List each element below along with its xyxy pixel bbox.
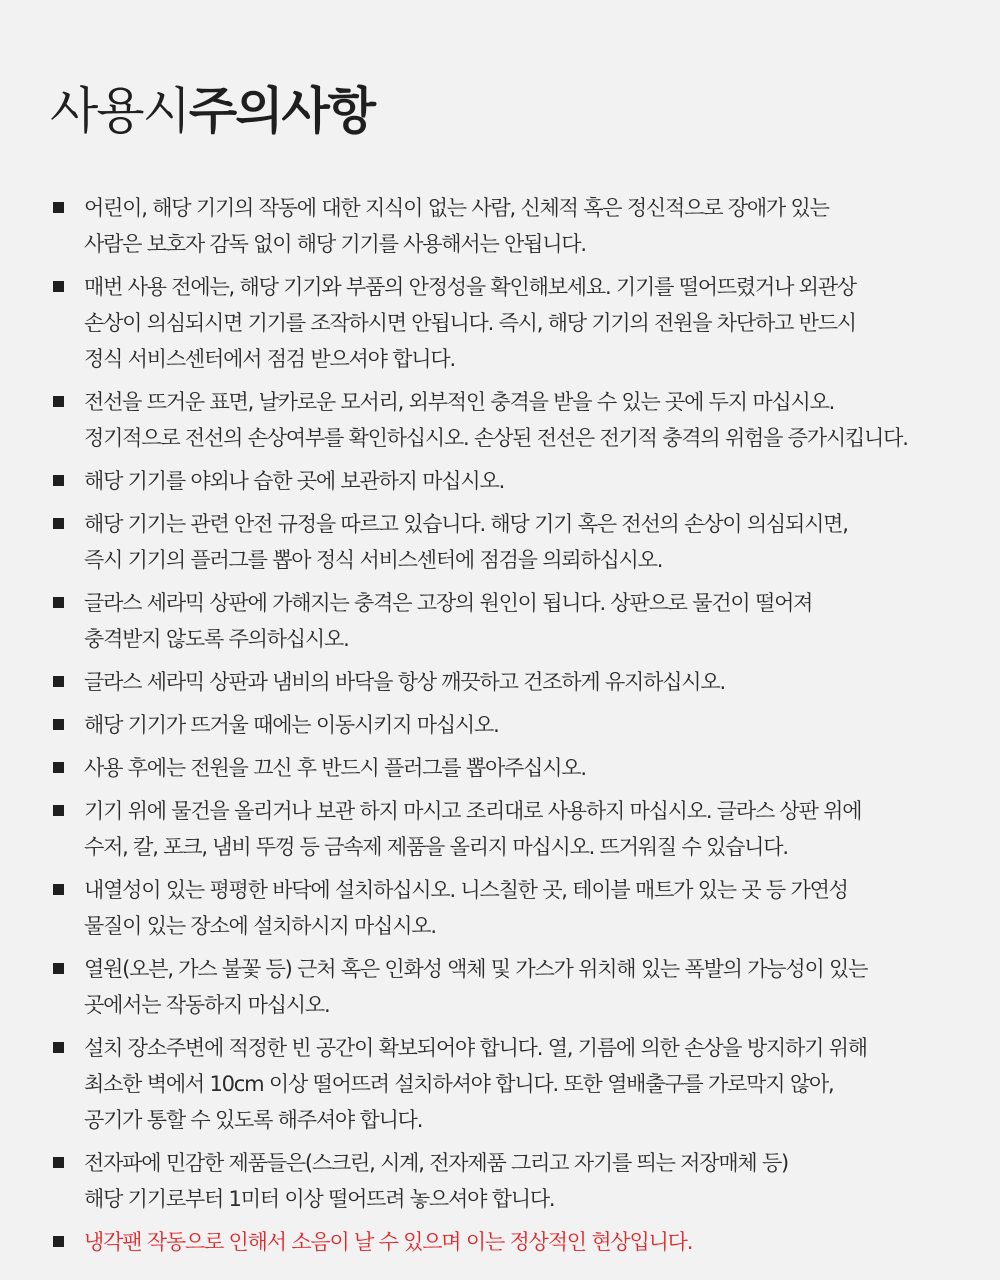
caution-text-line: 어린이, 해당 기기의 작동에 대한 지식이 없는 사람, 신체적 혹은 정신적으로 장애가 있는 [84,196,829,220]
caution-item [0,190,1000,262]
caution-item [0,872,1000,944]
caution-item [0,585,1000,657]
caution-text-line: 전선을 뜨거운 표면, 날카로운 모서리, 외부적인 충격을 받을 수 있는 곳에 두지 마십시오. [84,390,835,414]
square-bullet-icon [53,475,64,486]
caution-text-line: 곳에서는 작동하지 마십시오. [84,993,330,1017]
square-bullet-icon [53,676,64,687]
caution-text-line: 해당 기기로부터 1미터 이상 떨어뜨려 놓으셔야 합니다. [84,1187,555,1211]
caution-text-line: 설치 장소주변에 적정한 빈 공간이 확보되어야 합니다. 열, 기름에 의한 손상을 방지하기 위해 [84,1036,867,1060]
caution-text-line: 최소한 벽에서 10cm 이상 떨어뜨려 설치하셔야 합니다. 또한 열배출구를 가로막지 않아, [84,1072,834,1096]
caution-text-line: 열원(오븐, 가스 불꽃 등) 근처 혹은 인화성 액체 및 가스가 위치해 있는 폭발의 가능성이 있는 [84,957,868,981]
square-bullet-icon [53,281,64,292]
caution-text-line: 정기적으로 전선의 손상여부를 확인하십시오. 손상된 전선은 전기적 충격의 위험을 증가시킵니다. [84,426,908,450]
square-bullet-icon [53,1236,64,1247]
caution-item [0,793,1000,865]
caution-text-line: 매번 사용 전에는, 해당 기기와 부품의 안정성을 확인해보세요. 기기를 떨어뜨렸거나 외관상 [84,275,856,299]
caution-item [0,750,1000,786]
caution-item [0,951,1000,1023]
caution-text-line: 수저, 칼, 포크, 냄비 뚜껑 등 금속제 제품을 올리지 마십시오. 뜨거워질 수 있습니다. [84,835,788,859]
square-bullet-icon [53,518,64,529]
caution-text-line: 충격받지 않도록 주의하십시오. [84,627,349,651]
title-light-part: 사용시 [50,82,189,140]
square-bullet-icon [53,963,64,974]
square-bullet-icon [53,396,64,407]
page-title [50,78,1000,144]
square-bullet-icon [53,1157,64,1168]
caution-text-line: 기기 위에 물건을 올리거나 보관 하지 마시고 조리대로 사용하지 마십시오. 글라스 상판 위에 [84,799,862,823]
square-bullet-icon [53,597,64,608]
caution-text-line: 글라스 세라믹 상판과 냄비의 바닥을 항상 깨끗하고 건조하게 유지하십시오. [84,670,725,694]
caution-text-line: 사람은 보호자 감독 없이 해당 기기를 사용해서는 안됩니다. [84,232,586,256]
caution-text-line: 정식 서비스센터에서 점검 받으셔야 합니다. [84,347,455,371]
caution-text-line: 즉시 기기의 플러그를 뽑아 정식 서비스센터에 점검을 의뢰하십시오. [84,548,663,572]
caution-list [0,190,1000,1260]
caution-text-line: 물질이 있는 장소에 설치하시지 마십시오. [84,914,436,938]
caution-item [0,1145,1000,1217]
square-bullet-icon [53,1042,64,1053]
square-bullet-icon [53,202,64,213]
caution-text-line: 사용 후에는 전원을 끄신 후 반드시 플러그를 뽑아주십시오. [84,756,586,780]
square-bullet-icon [53,719,64,730]
caution-text-line: 글라스 세라믹 상판에 가해지는 충격은 고장의 원인이 됩니다. 상판으로 물건이 떨어져 [84,591,813,615]
caution-item-warning [0,1224,1000,1260]
title-bold-part: 주의사항 [188,82,375,140]
caution-item [0,463,1000,499]
caution-item [0,384,1000,456]
caution-item [0,707,1000,743]
square-bullet-icon [53,762,64,773]
caution-text-line: 공기가 통할 수 있도록 해주셔야 합니다. [84,1108,423,1132]
caution-text-line: 해당 기기는 관련 안전 규정을 따르고 있습니다. 해당 기기 혹은 전선의 손상이 의심되시면, [84,512,848,536]
caution-text-line: 해당 기기가 뜨거울 때에는 이동시키지 마십시오. [84,713,499,737]
caution-item [0,506,1000,578]
caution-text-line: 냉각팬 작동으로 인해서 소음이 날 수 있으며 이는 정상적인 현상입니다. [84,1230,693,1254]
caution-item [0,269,1000,377]
square-bullet-icon [53,884,64,895]
caution-item [0,1030,1000,1138]
caution-text-line: 내열성이 있는 평평한 바닥에 설치하십시오. 니스칠한 곳, 테이블 매트가 있는 곳 등 가연성 [84,878,848,902]
caution-text-line: 해당 기기를 야외나 습한 곳에 보관하지 마십시오. [84,469,505,493]
caution-text-line: 전자파에 민감한 제품들은(스크린, 시계, 전자제품 그리고 자기를 띄는 저장매체 등) [84,1151,789,1175]
caution-text-line: 손상이 의심되시면 기기를 조작하시면 안됩니다. 즉시, 해당 기기의 전원을 차단하고 반드시 [84,311,856,335]
square-bullet-icon [53,805,64,816]
caution-item [0,664,1000,700]
